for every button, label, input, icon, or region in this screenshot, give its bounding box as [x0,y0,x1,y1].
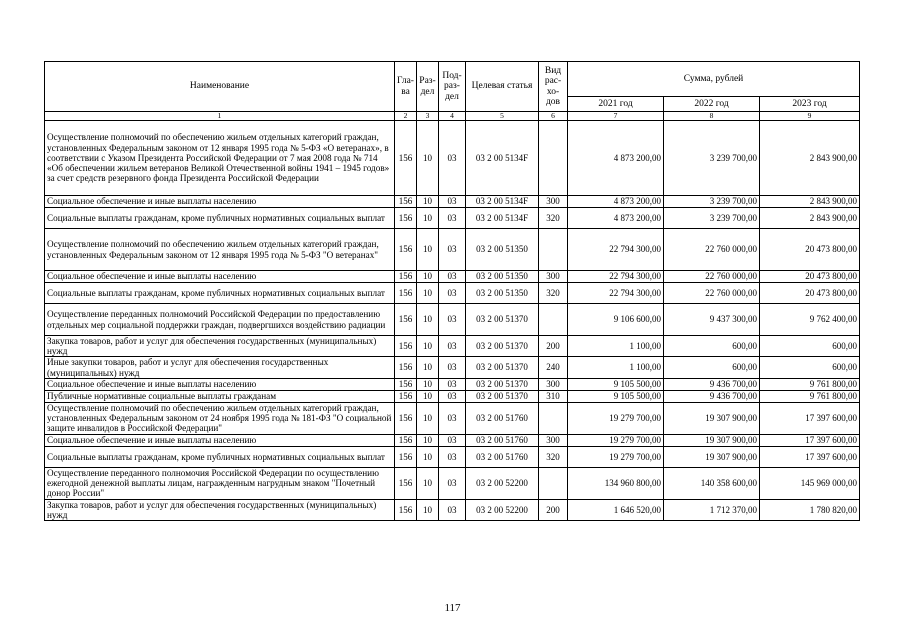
row-sum-2022: 9 436 700,00 [664,390,760,402]
table-row [45,402,860,434]
row-name: Социальные выплаты гражданам, кроме публичных нормативных социальных выплат [45,208,395,229]
row-vid: 310 [539,390,568,402]
row-glava: 156 [395,196,417,208]
table-row [45,499,860,520]
row-sum-2021: 19 279 700,00 [568,434,664,446]
row-sum-2023: 145 969 000,00 [760,467,860,499]
row-glava: 156 [395,378,417,390]
row-glava: 156 [395,499,417,520]
row-target: 03 2 00 51350 [466,271,539,283]
row-name: Закупка товаров, работ и услуг для обеспечения государственных (муниципальных) нужд [45,336,395,357]
row-target: 03 2 00 5134F [466,196,539,208]
col-number: 8 [664,112,760,121]
row-glava: 156 [395,208,417,229]
header-vid: Вид рас-хо-дов [539,62,568,112]
row-sum-2022: 19 307 900,00 [664,434,760,446]
header-2023: 2023 год [760,97,860,112]
row-sum-2021: 1 646 520,00 [568,499,664,520]
col-number: 1 [45,112,395,121]
header-razdel: Раз-дел [417,62,439,112]
row-sum-2022: 1 712 370,00 [664,499,760,520]
row-sum-2023: 600,00 [760,357,860,378]
row-vid [539,121,568,196]
row-sum-2023: 20 473 800,00 [760,229,860,271]
row-razdel: 10 [417,121,439,196]
row-target: 03 2 00 51370 [466,378,539,390]
row-sum-2023: 9 761 800,00 [760,390,860,402]
row-sum-2023: 20 473 800,00 [760,271,860,283]
row-podrazdel: 03 [439,304,466,336]
row-sum-2021: 22 794 300,00 [568,229,664,271]
row-razdel: 10 [417,283,439,304]
row-glava: 156 [395,467,417,499]
row-sum-2021: 4 873 200,00 [568,196,664,208]
col-number: 4 [439,112,466,121]
row-target: 03 2 00 51370 [466,357,539,378]
header-podrazdel: Под-раз-дел [439,62,466,112]
row-podrazdel: 03 [439,390,466,402]
header-target: Целевая статья [466,62,539,112]
row-glava: 156 [395,229,417,271]
row-podrazdel: 03 [439,208,466,229]
row-vid: 200 [539,499,568,520]
row-vid: 320 [539,208,568,229]
row-sum-2023: 9 762 400,00 [760,304,860,336]
column-number-row [45,112,860,121]
table-row [45,196,860,208]
row-sum-2022: 22 760 000,00 [664,283,760,304]
header-2021: 2021 год [568,97,664,112]
row-vid [539,304,568,336]
row-podrazdel: 03 [439,378,466,390]
row-glava: 156 [395,283,417,304]
row-name: Публичные нормативные социальные выплаты гражданам [45,390,395,402]
row-target: 03 2 00 51760 [466,402,539,434]
row-vid: 240 [539,357,568,378]
row-podrazdel: 03 [439,229,466,271]
header-2022: 2022 год [664,97,760,112]
col-number: 6 [539,112,568,121]
row-sum-2023: 600,00 [760,336,860,357]
row-name: Осуществление переданных полномочий Российской Федерации по предоставлению отдельных мер социальной поддержки граждан, подвергшихся воздействию радиации [45,304,395,336]
row-podrazdel: 03 [439,446,466,467]
row-sum-2021: 4 873 200,00 [568,208,664,229]
budget-table [44,61,860,521]
row-podrazdel: 03 [439,121,466,196]
table-row [45,434,860,446]
row-podrazdel: 03 [439,434,466,446]
row-razdel: 10 [417,390,439,402]
header-name: Наименование [45,62,395,112]
row-glava: 156 [395,390,417,402]
row-sum-2021: 1 100,00 [568,357,664,378]
row-razdel: 10 [417,446,439,467]
row-glava: 156 [395,446,417,467]
row-vid: 320 [539,283,568,304]
row-glava: 156 [395,304,417,336]
row-razdel: 10 [417,467,439,499]
row-podrazdel: 03 [439,336,466,357]
row-podrazdel: 03 [439,402,466,434]
row-razdel: 10 [417,499,439,520]
row-target: 03 2 00 51760 [466,434,539,446]
row-sum-2022: 22 760 000,00 [664,271,760,283]
row-sum-2022: 19 307 900,00 [664,402,760,434]
row-name: Социальные выплаты гражданам, кроме публичных нормативных социальных выплат [45,446,395,467]
row-sum-2021: 22 794 300,00 [568,271,664,283]
row-sum-2022: 600,00 [664,357,760,378]
row-sum-2023: 2 843 900,00 [760,208,860,229]
table-row [45,446,860,467]
row-razdel: 10 [417,304,439,336]
row-podrazdel: 03 [439,196,466,208]
row-glava: 156 [395,357,417,378]
row-vid: 300 [539,196,568,208]
table-row [45,208,860,229]
row-sum-2021: 4 873 200,00 [568,121,664,196]
row-sum-2022: 3 239 700,00 [664,208,760,229]
row-target: 03 2 00 51350 [466,229,539,271]
row-razdel: 10 [417,208,439,229]
row-target: 03 2 00 51370 [466,390,539,402]
row-sum-2022: 3 239 700,00 [664,196,760,208]
table-row [45,271,860,283]
row-sum-2021: 9 105 500,00 [568,390,664,402]
row-sum-2021: 22 794 300,00 [568,283,664,304]
row-razdel: 10 [417,196,439,208]
row-glava: 156 [395,121,417,196]
row-glava: 156 [395,402,417,434]
table-row [45,467,860,499]
header-sum: Сумма, рублей [568,62,860,97]
row-sum-2022: 22 760 000,00 [664,229,760,271]
row-sum-2022: 9 436 700,00 [664,378,760,390]
row-glava: 156 [395,271,417,283]
row-sum-2023: 2 843 900,00 [760,196,860,208]
row-razdel: 10 [417,402,439,434]
row-vid [539,467,568,499]
row-sum-2023: 2 843 900,00 [760,121,860,196]
row-razdel: 10 [417,271,439,283]
row-name: Закупка товаров, работ и услуг для обеспечения государственных (муниципальных) нужд [45,499,395,520]
row-glava: 156 [395,336,417,357]
row-sum-2022: 600,00 [664,336,760,357]
row-vid: 300 [539,378,568,390]
table-row [45,390,860,402]
row-name: Социальное обеспечение и иные выплаты населению [45,434,395,446]
row-sum-2022: 3 239 700,00 [664,121,760,196]
header-glava: Гла-ва [395,62,417,112]
row-name: Социальное обеспечение и иные выплаты населению [45,196,395,208]
row-vid [539,402,568,434]
row-name: Иные закупки товаров, работ и услуг для обеспечения государственных (муниципальных) нужд [45,357,395,378]
row-sum-2022: 9 437 300,00 [664,304,760,336]
row-sum-2023: 17 397 600,00 [760,402,860,434]
row-podrazdel: 03 [439,283,466,304]
row-target: 03 2 00 5134F [466,121,539,196]
row-sum-2021: 9 105 500,00 [568,378,664,390]
row-target: 03 2 00 51370 [466,336,539,357]
row-razdel: 10 [417,229,439,271]
col-number: 3 [417,112,439,121]
table-row [45,304,860,336]
row-sum-2023: 1 780 820,00 [760,499,860,520]
row-razdel: 10 [417,434,439,446]
table-row [45,378,860,390]
row-sum-2021: 19 279 700,00 [568,402,664,434]
row-podrazdel: 03 [439,499,466,520]
row-target: 03 2 00 51370 [466,304,539,336]
row-sum-2023: 17 397 600,00 [760,446,860,467]
row-target: 03 2 00 52200 [466,499,539,520]
row-name: Социальное обеспечение и иные выплаты населению [45,271,395,283]
row-sum-2022: 19 307 900,00 [664,446,760,467]
row-sum-2023: 17 397 600,00 [760,434,860,446]
row-razdel: 10 [417,336,439,357]
table-row [45,229,860,271]
row-sum-2021: 9 106 600,00 [568,304,664,336]
col-number: 5 [466,112,539,121]
row-razdel: 10 [417,378,439,390]
table-row [45,357,860,378]
col-number: 9 [760,112,860,121]
row-sum-2021: 134 960 800,00 [568,467,664,499]
row-glava: 156 [395,434,417,446]
table-row [45,121,860,196]
row-name: Осуществление переданного полномочия Российской Федерации по осуществлению ежегодной денежной выплаты лицам, награжденным нагрудным знаком "Почетный донор России" [45,467,395,499]
row-name: Осуществление полномочий по обеспечению жильем отдельных категорий граждан, установленных Федеральным законом от 12 января 1995 года № 5-ФЗ «О ветеранах», в соответствии с Указом Президента Российской Федерации от 7 мая 2008 года № 714 «Об обеспечении жильем ветеранов Великой Отечественной войны 1941 – 1945 годов» за счет средств резервного фонда Президента Российской Федерации [45,121,395,196]
header-row [45,62,860,97]
row-podrazdel: 03 [439,357,466,378]
row-vid: 300 [539,271,568,283]
page-number: 117 [444,602,461,614]
row-target: 03 2 00 52200 [466,467,539,499]
row-sum-2023: 9 761 800,00 [760,378,860,390]
row-podrazdel: 03 [439,271,466,283]
row-vid: 200 [539,336,568,357]
row-name: Осуществление полномочий по обеспечению жильем отдельных категорий граждан, установленных Федеральным законом от 12 января 1995 года № 5-ФЗ "О ветеранах" [45,229,395,271]
col-number: 2 [395,112,417,121]
row-sum-2022: 140 358 600,00 [664,467,760,499]
row-vid: 320 [539,446,568,467]
table-row [45,283,860,304]
row-podrazdel: 03 [439,467,466,499]
col-number: 7 [568,112,664,121]
row-target: 03 2 00 5134F [466,208,539,229]
row-sum-2021: 1 100,00 [568,336,664,357]
row-name: Социальные выплаты гражданам, кроме публичных нормативных социальных выплат [45,283,395,304]
row-sum-2021: 19 279 700,00 [568,446,664,467]
row-target: 03 2 00 51350 [466,283,539,304]
row-name: Социальное обеспечение и иные выплаты населению [45,378,395,390]
row-sum-2023: 20 473 800,00 [760,283,860,304]
row-target: 03 2 00 51760 [466,446,539,467]
row-vid [539,229,568,271]
row-vid: 300 [539,434,568,446]
row-name: Осуществление полномочий по обеспечению жильем отдельных категорий граждан, установленных Федеральным законом от 24 ноября 1995 года № 181-ФЗ "О социальной защите инвалидов в Российской Федерации" [45,402,395,434]
table-row [45,336,860,357]
row-razdel: 10 [417,357,439,378]
